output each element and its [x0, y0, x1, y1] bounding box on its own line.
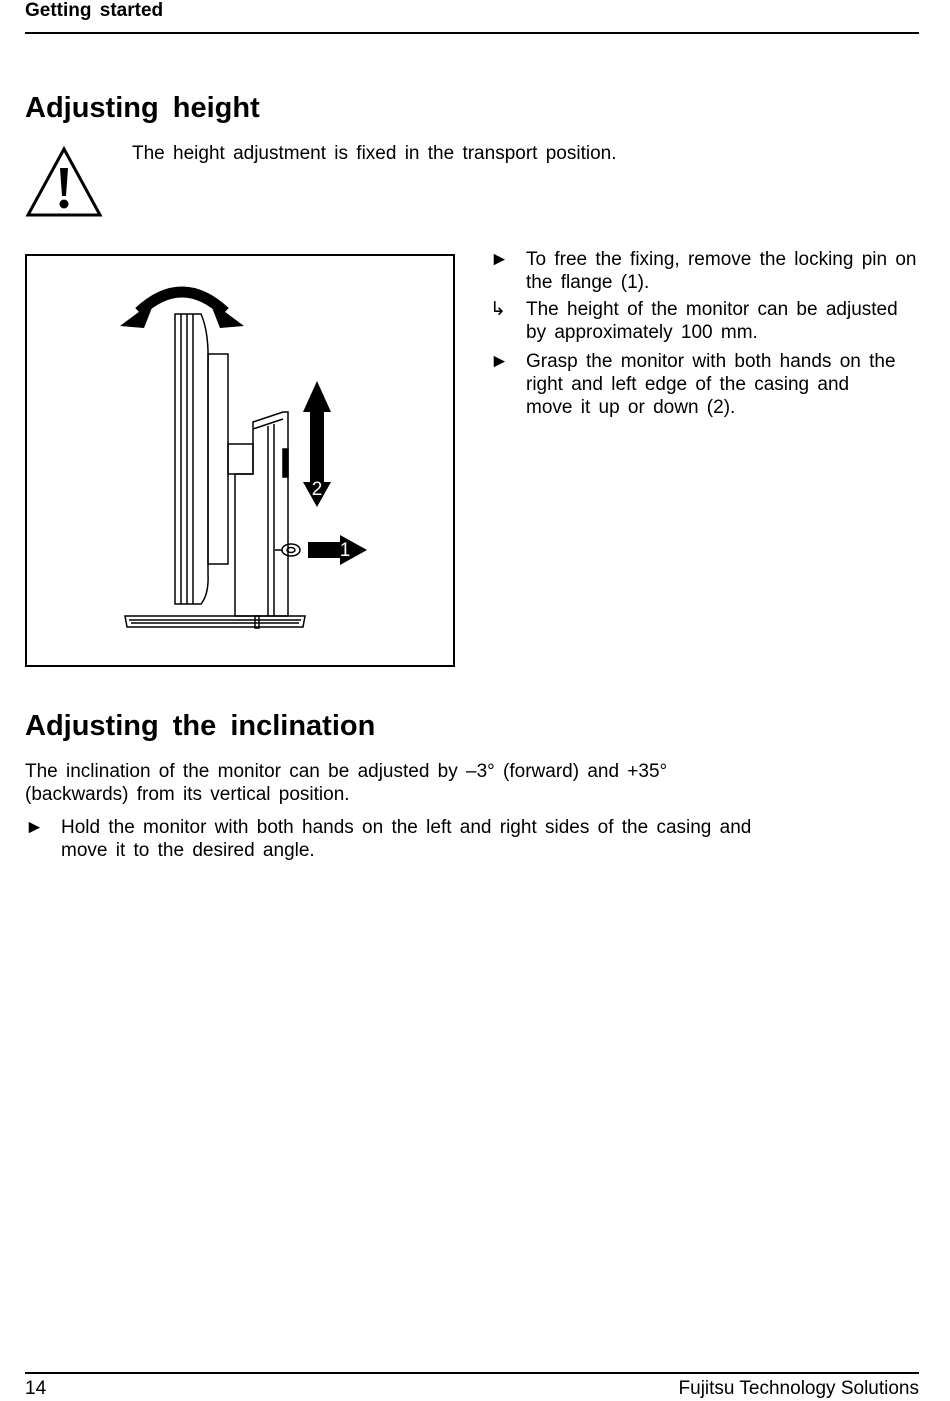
step-marker: ► — [25, 817, 44, 838]
result-marker: ↳ — [490, 299, 506, 320]
warning-icon — [25, 146, 103, 223]
header-rule — [25, 32, 919, 34]
step-text: Hold the monitor with both hands on the left and right sides of the casing and move it to the desired angle. — [61, 817, 752, 861]
heading-adjusting-height: Adjusting height — [25, 92, 260, 124]
warning-text: The height adjustment is fixed in the transport position. — [132, 143, 617, 164]
step-marker: ► — [490, 249, 509, 270]
inclination-intro: The inclination of the monitor can be adjusted by –3° (forward) and +35° (backwards) from its vertical position. — [25, 761, 668, 805]
result-text: The height of the monitor can be adjusted by approximately 100 mm. — [526, 299, 898, 343]
callout-2: 2 — [311, 479, 323, 500]
page-number: 14 — [25, 1378, 47, 1399]
step-marker: ► — [490, 351, 509, 372]
callout-1: 1 — [339, 540, 351, 561]
heading-adjusting-inclination: Adjusting the inclination — [25, 710, 376, 742]
step-text: Grasp the monitor with both hands on the right and left edge of the casing and move it up or down (2). — [526, 351, 896, 418]
publisher-name: Fujitsu Technology Solutions — [678, 1378, 919, 1399]
running-header: Getting started — [25, 0, 164, 21]
step-text: To free the fixing, remove the locking pin on the flange (1). — [526, 249, 917, 293]
figure-frame — [26, 255, 454, 666]
footer-rule — [25, 1372, 919, 1374]
monitor-height-figure — [25, 254, 456, 673]
